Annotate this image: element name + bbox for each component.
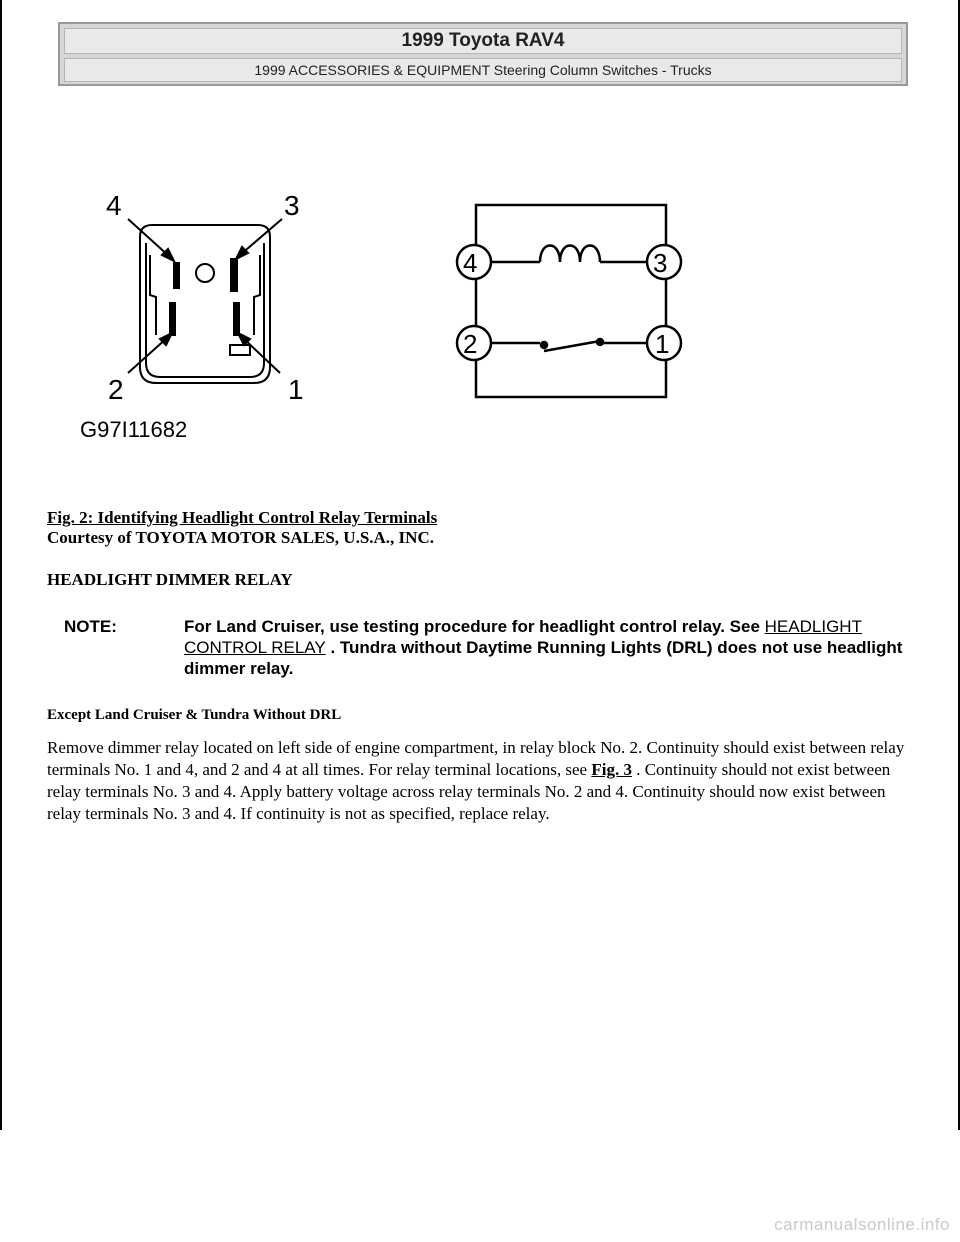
watermark: carmanualsonline.info <box>774 1215 950 1234</box>
document-header <box>58 22 908 86</box>
note-text <box>184 616 924 679</box>
header-subtitle: 1999 ACCESSORIES & EQUIPMENT Steering Column Switches - Trucks <box>64 58 902 82</box>
connector-label-1: 1 <box>288 374 304 405</box>
connector-label-4: 4 <box>106 190 122 221</box>
connector-label-2: 2 <box>108 374 124 405</box>
figure-credit: Courtesy of TOYOTA MOTOR SALES, U.S.A., INC. <box>47 528 434 547</box>
schematic-label-3: 3 <box>653 248 668 278</box>
section-heading: HEADLIGHT DIMMER RELAY <box>47 570 293 589</box>
headlight-control-relay-link[interactable]: HEADLIGHT CONTROL RELAY <box>184 617 862 657</box>
note-label: NOTE: <box>64 617 117 636</box>
schematic-label-2: 2 <box>463 329 478 359</box>
schematic-label-4: 4 <box>463 248 478 278</box>
relay-schematic <box>457 205 681 397</box>
figure-code: G97I11682 <box>80 417 188 442</box>
header-title: 1999 Toyota RAV4 <box>64 28 902 54</box>
paragraph-part2: . Continuity should not exist between relay terminals No. 3 and 4. Apply battery voltage across relay terminals No. 2 and 4. Continuity should now exist between relay terminals No. 3 and 4. If continuity is not as specified, replace relay. <box>47 760 891 823</box>
relay-connector-drawing <box>128 219 282 383</box>
note-text-before: For Land Cruiser, use testing procedure for headlight control relay. See <box>184 617 760 636</box>
subsection-heading: Except Land Cruiser & Tundra Without DRL <box>47 707 342 723</box>
procedure-paragraph <box>47 737 917 825</box>
connector-label-3: 3 <box>284 190 300 221</box>
figure-caption-link[interactable]: Fig. 2: Identifying Headlight Control Relay Terminals <box>47 508 438 527</box>
page-border-left <box>0 0 2 1130</box>
relay-terminal-figure <box>70 185 710 450</box>
schematic-label-1: 1 <box>655 329 670 359</box>
relay-diagram <box>70 185 710 450</box>
note-text-after: . Tundra without Daytime Running Lights (DRL) does not use headlight dimmer relay. <box>184 638 903 678</box>
paragraph-part1: Remove dimmer relay located on left side of engine compartment, in relay block No. 2. Continuity should exist between relay terminals No. 1 and 4, and 2 and 4 at all times. For relay terminal locations, see <box>47 738 905 779</box>
fig-3-link[interactable]: Fig. 3 <box>591 760 632 779</box>
